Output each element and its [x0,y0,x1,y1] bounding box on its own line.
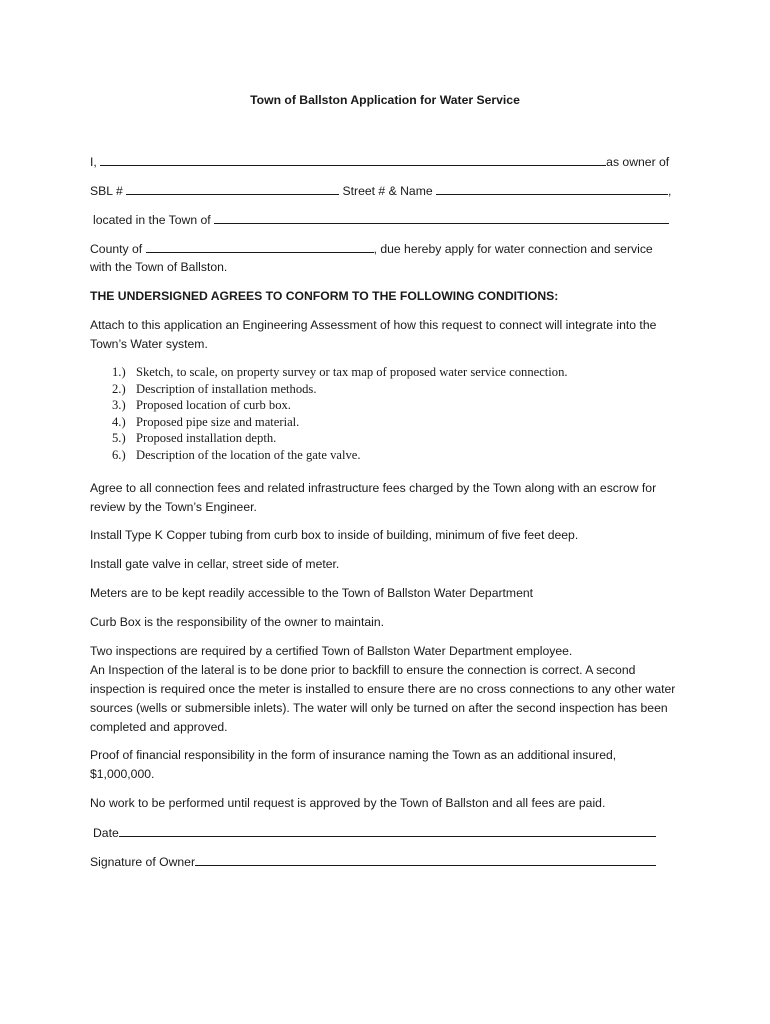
town-label: located in the Town of [93,213,211,227]
list-item: 5.) Proposed installation depth. [112,431,277,445]
list-item: 2.) Description of installation methods. [112,381,317,396]
curb-box-paragraph: Curb Box is the responsibility of the owner to maintain. [90,615,384,629]
inspection-paragraph: An Inspection of the lateral is to be done prior to backfill to ensure the connection is correct. A second inspection is required once the meter is installed to ensure there are no cross connections to any other water sources (wells or submersible inlets). The water will only be turned on after the second inspection has been completed and approved. [90,663,676,734]
owner-line [90,152,682,172]
county-label: County of [90,242,143,256]
approval-paragraph: No work to be performed until request is approved by the Town of Ballston and all fees are paid. [90,796,606,810]
sbl-line [90,181,682,201]
list-item: 3.) Proposed location of curb box. [112,398,291,412]
gate-valve-paragraph: Install gate valve in cellar, street side of meter. [90,557,340,571]
owner-suffix: as owner of [606,155,670,169]
date-line [93,823,682,843]
sbl-label: SBL # [90,184,123,198]
county-apply-text: , due hereby apply for water connection and service [373,242,653,256]
copper-paragraph: Install Type K Copper tubing from curb box to inside of building, minimum of five feet deep. [90,528,579,542]
fees-paragraph: Agree to all connection fees and related infrastructure fees charged by the Town along with an escrow for review by the Town’s Engineer. [90,481,657,514]
town-line [93,210,682,230]
county-line [90,239,682,259]
assessment-list [112,364,568,463]
owner-prefix: I, [90,155,97,169]
signature-line [90,852,682,872]
town-name-field[interactable] [214,210,669,224]
insurance-paragraph: Proof of financial responsibility in the form of insurance naming the Town as an additional insured, $1,000,000. [90,748,617,781]
signature-label: Signature of Owner [90,855,196,869]
attach-paragraph: Attach to this application an Engineering Assessment of how this request to connect will integrate into the Town’s Water system. [90,318,657,351]
date-label: Date [93,826,119,840]
street-label: Street # & Name [342,184,433,198]
meters-paragraph: Meters are to be kept readily accessible to the Town of Ballston Water Department [90,586,534,600]
date-field[interactable] [119,823,656,837]
document-title: Town of Ballston Application for Water Service [250,93,520,107]
street-name-field[interactable] [436,181,668,195]
sbl-number-field[interactable] [126,181,339,195]
sbl-line-end: , [668,184,672,198]
list-item: 4.) Proposed pipe size and material. [112,414,300,429]
county-continuation: with the Town of Ballston. [90,260,228,274]
owner-name-field[interactable] [100,152,606,166]
inspections-line: Two inspections are required by a certified Town of Ballston Water Department employee. [90,644,573,658]
list-item: 6.) Description of the location of the gate valve. [112,447,361,462]
signature-field[interactable] [195,852,656,866]
list-item: 1.) Sketch, to scale, on property survey or tax map of proposed water service connection. [112,365,568,379]
conditions-heading: THE UNDERSIGNED AGREES TO CONFORM TO THE FOLLOWING CONDITIONS: [90,289,559,303]
county-name-field[interactable] [146,239,374,253]
